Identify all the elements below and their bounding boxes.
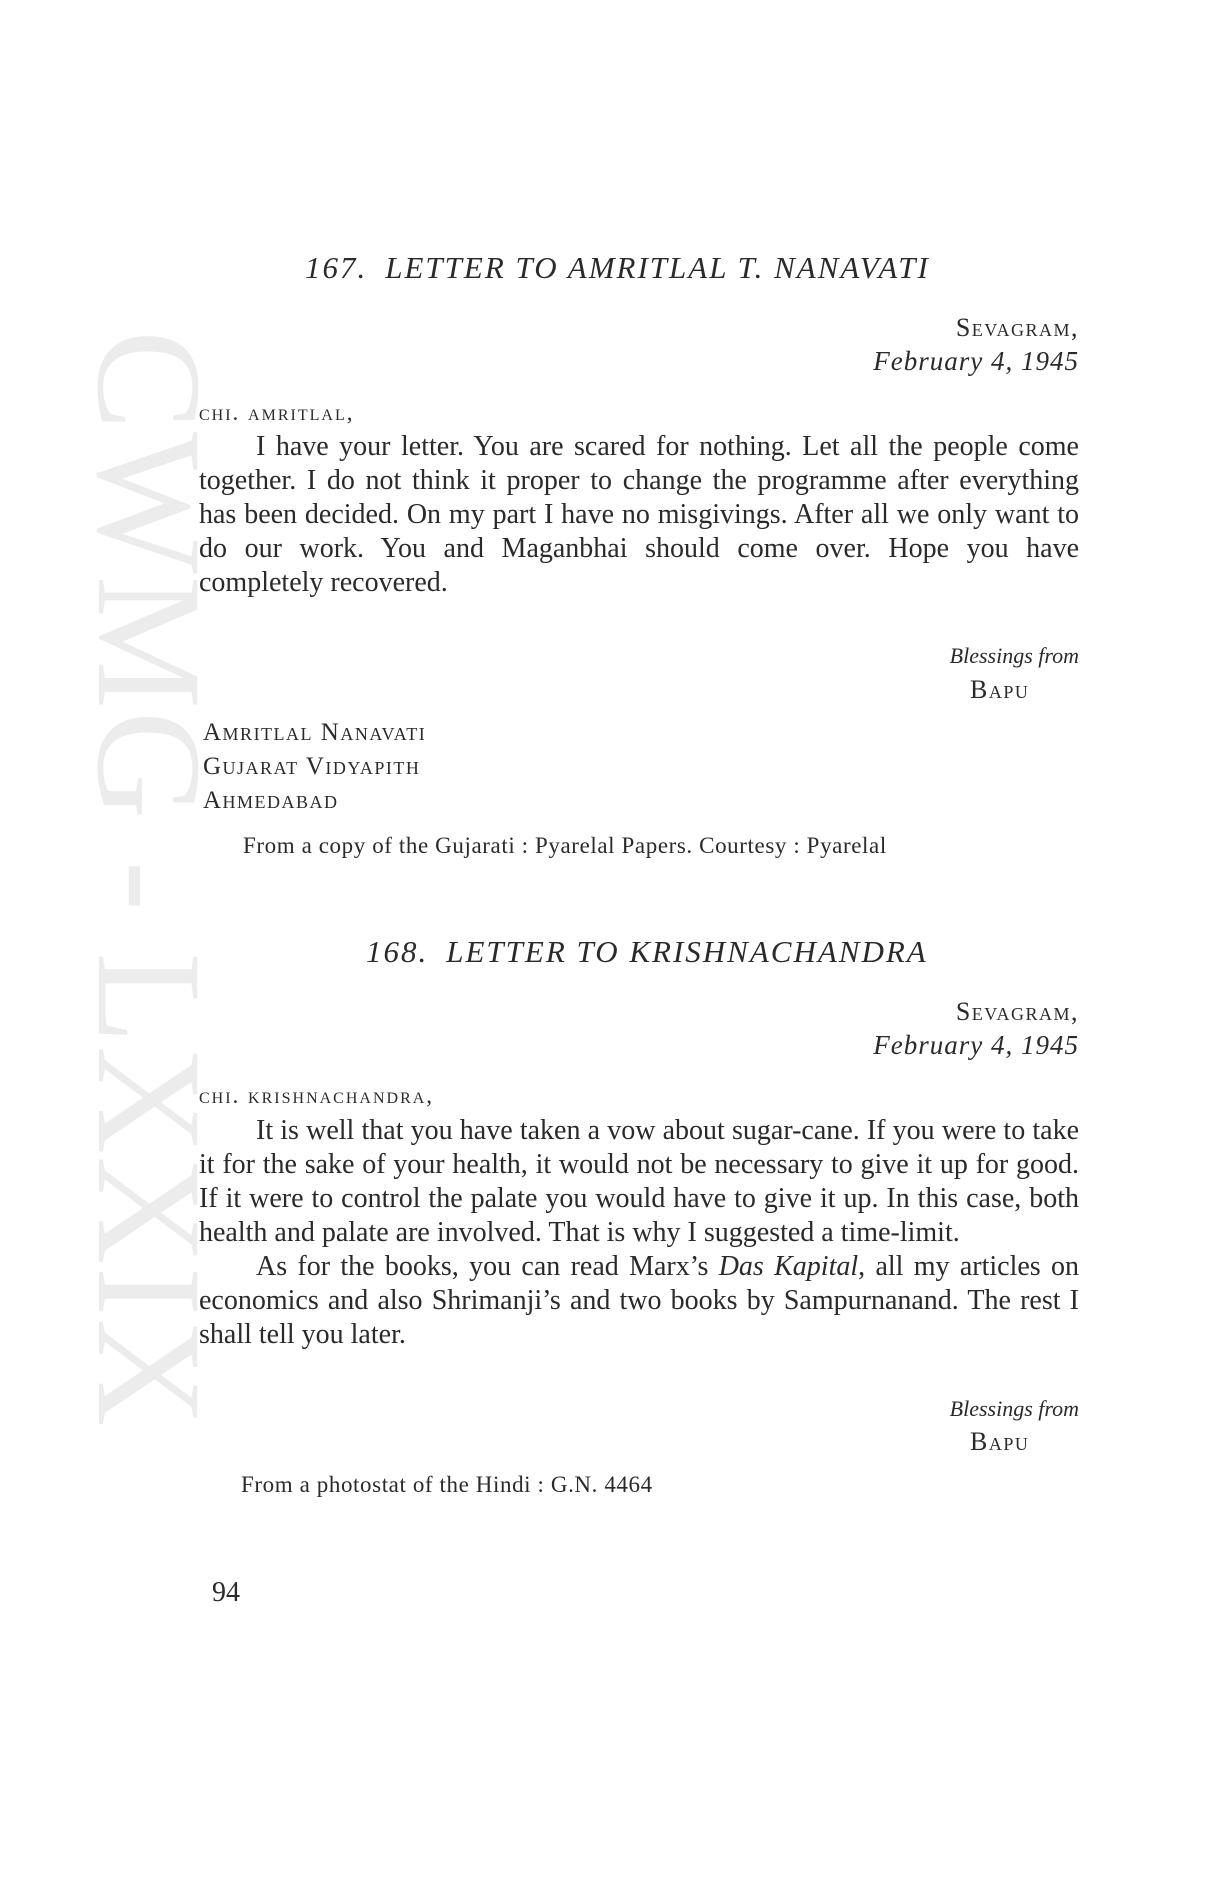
letter-title: LETTER TO KRISHNACHANDRA [446, 934, 928, 969]
letter-168-salutation: chi. krishnachandra, [199, 1083, 435, 1108]
letter-168-date: February 4, 1945 [873, 1030, 1079, 1060]
address-line-city: Ahmedabad [203, 787, 339, 814]
letter-168-blessings: Blessings from [949, 1396, 1079, 1421]
address-line-institution: Gujarat Vidyapith [203, 753, 421, 780]
letter-167-body [199, 430, 1079, 600]
letter-167-blessings: Blessings from [949, 643, 1079, 668]
letter-167-heading [305, 250, 930, 286]
letter-168-place: Sevagram, [955, 997, 1079, 1026]
book-title: Das Kapital [718, 1251, 859, 1282]
watermark-text: CWMG - LXXIX [66, 330, 232, 1429]
address-line-name: Amritlal Nanavati [203, 719, 427, 746]
letter-168-paragraph-1: It is well that you have taken a vow about sugar-cane. If you were to take it for the sake of your health, it would not be necessary to give it up for good. If it were to control the palate you would have to give it up. In this case, both health and palate are involved. That is why I suggested a time-limit. [199, 1115, 1079, 1248]
letter-168-source-note: From a photostat of the Hindi : G.N. 4464 [241, 1472, 653, 1497]
letter-168-heading [366, 934, 928, 970]
paragraph-text: , all my articles on economics and also Shrimanji’s and two books by Sampurnanand. The rest I shall tell you later. [199, 1251, 1079, 1350]
letter-167-date: February 4, 1945 [873, 346, 1079, 376]
letter-167-source-note: From a copy of the Gujarati : Pyarelal Papers. Courtesy : Pyarelal [243, 833, 887, 858]
letter-168-paragraph-2 [199, 1250, 1079, 1352]
letter-167-salutation: chi. amritlal, [199, 400, 355, 425]
letter-number: 168. [366, 934, 429, 969]
letter-number: 167. [305, 250, 368, 285]
letter-168-body [199, 1114, 1079, 1352]
letter-167-paragraph: I have your letter. You are scared for nothing. Let all the people come together. I do not think it proper to change the programme after everything has been decided. On my part I have no misgivings. After all we only want to do our work. You and Maganbhai should come over. Hope you have completely recovered. [199, 431, 1079, 598]
letter-167-signature: Bapu [970, 675, 1030, 704]
letter-167-address [203, 716, 426, 818]
letter-168-signature: Bapu [970, 1427, 1030, 1456]
letter-167-place: Sevagram, [955, 313, 1079, 342]
paragraph-text: As for the books, you can read Marx’s [256, 1251, 719, 1282]
page-number: 94 [212, 1577, 240, 1608]
letter-title: LETTER TO AMRITLAL T. NANAVATI [385, 250, 930, 285]
